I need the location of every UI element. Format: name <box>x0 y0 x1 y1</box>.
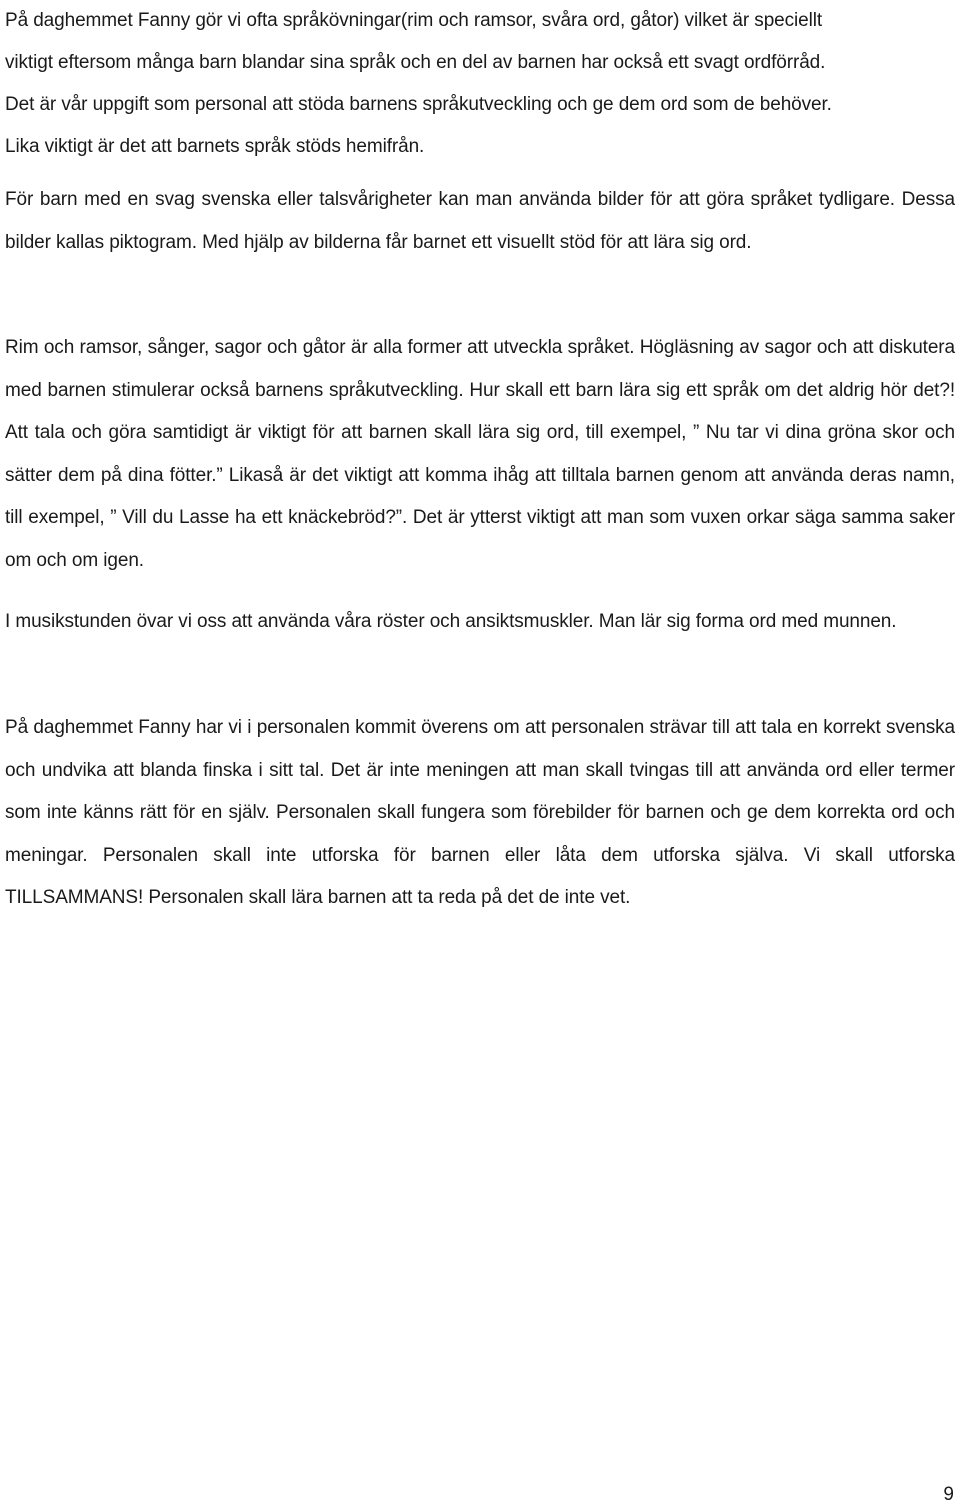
paragraph-piktogram: För barn med en svag svenska eller talsvårigheter kan man använda bilder för att göra språket tydligare. Dessa bilder kallas piktogram. Med hjälp av bilderna får barnet ett visuellt stöd för att lära sig ord. <box>5 189 955 253</box>
page-number: 9 <box>943 1484 954 1505</box>
intro-line-2: viktigt eftersom många barn blandar sina språk och en del av barnen har också ett svagt ordförråd. <box>5 52 826 73</box>
paragraph-musikstunden: I musikstunden övar vi oss att använda våra röster och ansiktsmuskler. Man lär sig forma ord med munnen. <box>5 611 897 632</box>
paragraph-personalen: På daghemmet Fanny har vi i personalen kommit överens om att personalen strävar till att tala en korrekt svenska och undvika att blanda finska i sitt tal. Det är inte meningen att man skall tvingas till att använda ord eller termer som inte känns rätt för en själv. Personalen skall fungera som förebilder för barnen och ge dem korrekta ord och meningar. Personalen skall inte utforska för barnen eller låta dem utforska själva. Vi skall utforska TILLSAMMANS! Personalen skall lära barnen att ta reda på det de inte vet. <box>5 717 955 908</box>
intro-paragraph <box>5 0 955 168</box>
intro-line-4: Lika viktigt är det att barnets språk stöds hemifrån. <box>5 136 425 157</box>
intro-line-1: På daghemmet Fanny gör vi ofta språkövningar(rim och ramsor, svåra ord, gåtor) vilket är speciellt <box>5 10 823 31</box>
paragraph-rim-och-ramsor: Rim och ramsor, sånger, sagor och gåtor är alla former att utveckla språket. Högläsning av sagor och att diskutera med barnen stimulerar också barnens språkutveckling. Hur skall ett barn lära sig ett språk om det aldrig hör det?! Att tala och göra samtidigt är viktigt för att barnen skall lära sig ord, till exempel, ” Nu tar vi dina gröna skor och sätter dem på dina fötter.” Likaså är det viktigt att komma ihåg att tilltala barnen genom att använda deras namn, till exempel, ” Vill du Lasse ha ett knäckebröd?”. Det är ytterst viktigt att man som vuxen orkar säga samma saker om och om igen. <box>5 337 955 571</box>
intro-line-3: Det är vår uppgift som personal att stöda barnens språkutveckling och ge dem ord som de behöver. <box>5 94 832 115</box>
